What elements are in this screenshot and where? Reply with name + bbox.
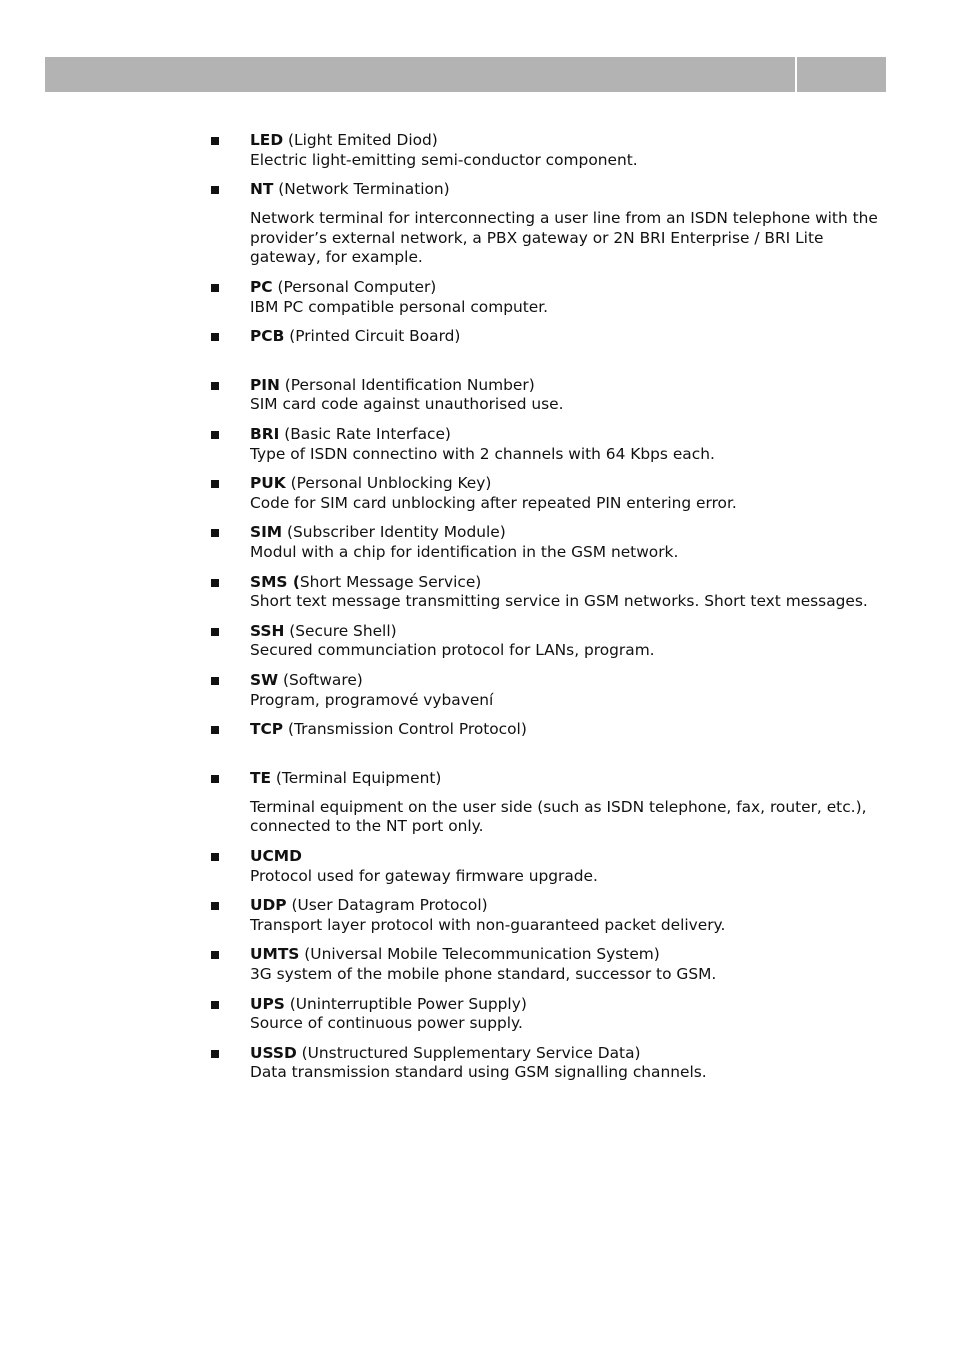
glossary-term: SW bbox=[250, 670, 279, 689]
glossary-term: UCMD bbox=[250, 847, 302, 866]
glossary-description: Terminal equipment on the user side (such as ISDN telephone, fax, router, etc.), connected to the NT port only. bbox=[250, 797, 867, 836]
glossary-description: Transport layer protocol with non-guaranteed packet delivery. bbox=[250, 915, 726, 934]
square-bullet-icon bbox=[211, 137, 219, 145]
glossary-entry bbox=[210, 945, 890, 984]
glossary-expansion: (Basic Rate Interface) bbox=[279, 425, 451, 444]
glossary-entry bbox=[210, 180, 890, 268]
glossary-expansion: Short Message Service) bbox=[299, 572, 482, 591]
glossary-description: Short text message transmitting service in GSM networks. Short text messages. bbox=[250, 592, 868, 611]
glossary-expansion: (Transmission Control Protocol) bbox=[283, 720, 527, 739]
glossary-term: NT bbox=[250, 180, 274, 199]
square-bullet-icon bbox=[211, 431, 219, 439]
glossary-entry bbox=[210, 995, 890, 1034]
glossary-term: TCP bbox=[250, 720, 284, 739]
glossary-term: SSH bbox=[250, 621, 285, 640]
glossary-entry bbox=[210, 769, 890, 837]
glossary-term: LED bbox=[250, 131, 284, 149]
glossary-description: Network terminal for interconnecting a user line from an ISDN telephone with the provider’s external network, a PBX gateway or 2N BRI Enterprise / BRI Lite gateway, for example. bbox=[250, 209, 878, 267]
page-header-bar bbox=[45, 57, 886, 92]
header-title-band bbox=[45, 57, 795, 92]
glossary-entry bbox=[210, 425, 890, 464]
glossary-term: USSD bbox=[250, 1043, 297, 1062]
glossary-expansion: (Unstructured Supplementary Service Data) bbox=[296, 1043, 641, 1062]
square-bullet-icon bbox=[211, 186, 219, 194]
glossary-term: UPS bbox=[250, 994, 285, 1013]
glossary-expansion: (Software) bbox=[278, 670, 363, 689]
glossary-expansion: (Secure Shell) bbox=[284, 621, 397, 640]
glossary-description: Modul with a chip for identification in the GSM network. bbox=[250, 543, 679, 561]
square-bullet-icon bbox=[211, 1050, 219, 1058]
glossary-entry bbox=[210, 896, 890, 935]
square-bullet-icon bbox=[211, 382, 219, 390]
glossary-term: SMS ( bbox=[250, 572, 300, 591]
square-bullet-icon bbox=[211, 579, 219, 587]
glossary-term: UDP bbox=[250, 896, 287, 915]
square-bullet-icon bbox=[211, 726, 219, 734]
glossary-entry bbox=[210, 523, 890, 562]
glossary-expansion: (Personal Computer) bbox=[272, 278, 437, 297]
square-bullet-icon bbox=[211, 677, 219, 685]
glossary-entry bbox=[210, 474, 890, 513]
glossary-term: SIM bbox=[250, 523, 283, 542]
glossary-term: UMTS bbox=[250, 945, 300, 964]
glossary-entry bbox=[210, 1044, 890, 1083]
glossary-description: Electric light-emitting semi-conductor component. bbox=[250, 150, 638, 169]
glossary-term: PCB bbox=[250, 327, 285, 346]
abbreviation-list bbox=[210, 131, 890, 1083]
glossary-expansion: (Personal Unblocking Key) bbox=[285, 474, 492, 493]
glossary-description: Protocol used for gateway firmware upgrade. bbox=[250, 866, 598, 885]
square-bullet-icon bbox=[211, 529, 219, 537]
glossary-expansion: (Subscriber Identity Module) bbox=[282, 523, 506, 542]
glossary-term: TE bbox=[250, 768, 272, 787]
glossary-entry bbox=[210, 376, 890, 415]
glossary-description: Source of continuous power supply. bbox=[250, 1014, 523, 1033]
glossary-expansion: (Uninterruptible Power Supply) bbox=[284, 994, 527, 1013]
glossary-entry bbox=[210, 847, 890, 886]
square-bullet-icon bbox=[211, 628, 219, 636]
glossary-description: SIM card code against unauthorised use. bbox=[250, 395, 564, 414]
glossary-expansion: (Printed Circuit Board) bbox=[284, 327, 461, 346]
glossary-entry bbox=[210, 720, 890, 740]
glossary-description: Data transmission standard using GSM signalling channels. bbox=[250, 1063, 707, 1082]
glossary-entry bbox=[210, 622, 890, 661]
glossary-description: 3G system of the mobile phone standard, successor to GSM. bbox=[250, 965, 717, 983]
glossary-expansion: (Universal Mobile Telecommunication System) bbox=[299, 945, 660, 964]
glossary-expansion: (Terminal Equipment) bbox=[271, 768, 442, 787]
glossary-term: PC bbox=[250, 278, 273, 297]
square-bullet-icon bbox=[211, 951, 219, 959]
glossary-expansion: (Personal Identification Number) bbox=[279, 375, 535, 394]
glossary-entry bbox=[210, 131, 890, 170]
glossary-description: Program, programové vybavení bbox=[250, 690, 494, 709]
glossary-expansion: (Light Emited Diod) bbox=[283, 131, 438, 149]
square-bullet-icon bbox=[211, 853, 219, 861]
square-bullet-icon bbox=[211, 902, 219, 910]
glossary-term: PUK bbox=[250, 474, 286, 493]
square-bullet-icon bbox=[211, 333, 219, 341]
glossary-description: Code for SIM card unblocking after repeated PIN entering error. bbox=[250, 493, 737, 512]
square-bullet-icon bbox=[211, 284, 219, 292]
square-bullet-icon bbox=[211, 1001, 219, 1009]
glossary-expansion: (Network Termination) bbox=[273, 180, 450, 199]
header-page-number-band bbox=[797, 57, 886, 92]
glossary-description: Type of ISDN connectino with 2 channels with 64 Kbps each. bbox=[250, 444, 715, 463]
glossary-description: Secured communciation protocol for LANs, program. bbox=[250, 641, 655, 660]
glossary-entry bbox=[210, 671, 890, 710]
glossary-description: IBM PC compatible personal computer. bbox=[250, 297, 549, 316]
square-bullet-icon bbox=[211, 775, 219, 783]
glossary-term: PIN bbox=[250, 375, 280, 394]
glossary-entry bbox=[210, 278, 890, 317]
square-bullet-icon bbox=[211, 480, 219, 488]
glossary-entry bbox=[210, 327, 890, 347]
glossary-entry bbox=[210, 573, 890, 612]
glossary-term: BRI bbox=[250, 425, 280, 444]
glossary-expansion: (User Datagram Protocol) bbox=[286, 896, 488, 915]
